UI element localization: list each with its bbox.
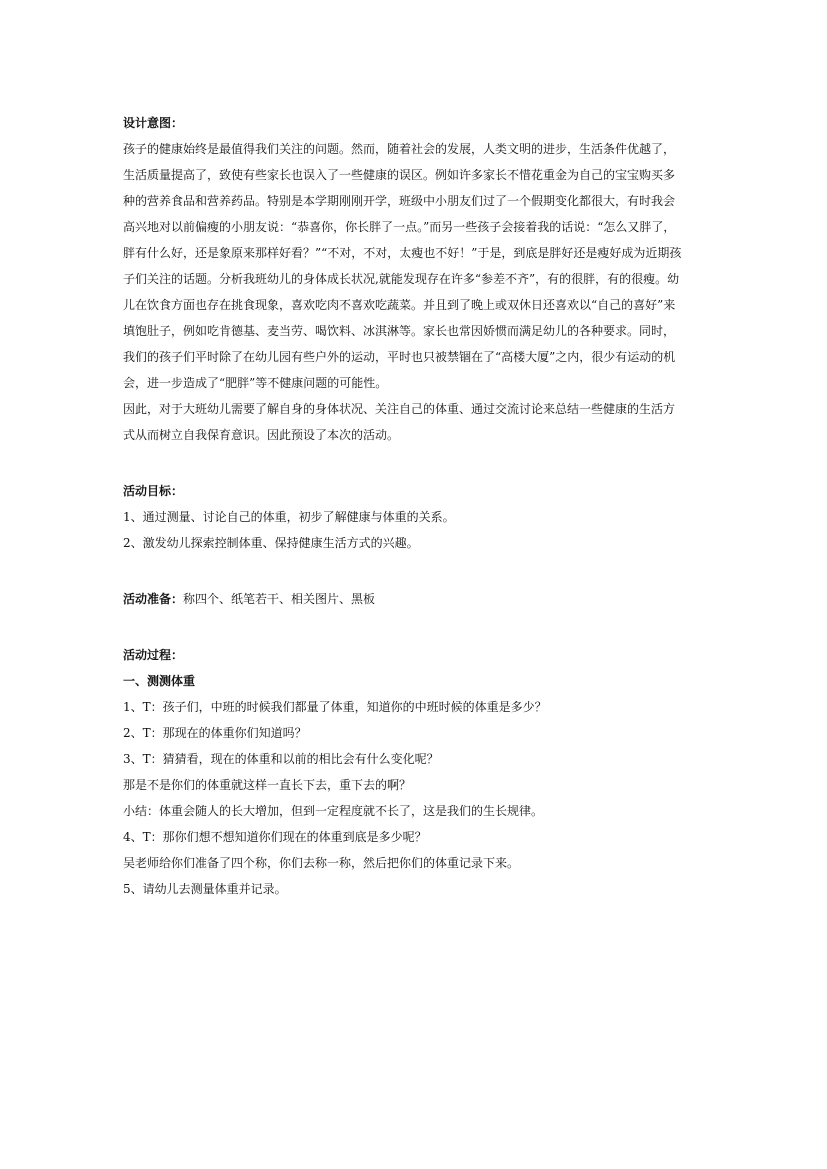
process-section-title: 一、测测体重 bbox=[123, 674, 196, 688]
paragraph-line: 种的营养食品和营养药品。特别是本学期刚刚开学，班级中小朋友们过了一个假期变化都很大，有时我会 bbox=[123, 194, 676, 208]
spacer bbox=[123, 448, 717, 478]
process-line: 5、请幼儿去测量体重并记录。 bbox=[123, 882, 287, 896]
paragraph-line: 孩子的健康始终是最值得我们关注的问题。然而，随着社会的发展，人类文明的进步，生活条件优越了， bbox=[123, 142, 676, 156]
preparation-text: 称四个、纸笔若干、相关图片、黑板 bbox=[183, 592, 376, 606]
design-intent-heading: 设计意图： bbox=[123, 116, 184, 130]
paragraph-line: 填饱肚子，例如吃肯德基、麦当劳、喝饮料、冰淇淋等。家长也常因娇惯而满足幼儿的各种要求。同时， bbox=[123, 324, 676, 338]
goal-item: 1、通过测量、讨论自己的体重，初步了解健康与体重的关系。 bbox=[123, 510, 455, 524]
goal-item: 2、激发幼儿探索控制体重、保持健康生活方式的兴趣。 bbox=[123, 536, 419, 550]
process-heading: 活动过程： bbox=[123, 648, 184, 662]
preparation-heading: 活动准备： bbox=[123, 592, 184, 606]
paragraph-line: 我们的孩子们平时除了在幼儿园有些户外的运动，平时也只被禁锢在了“高楼大厦”之内，很少有运动的机 bbox=[123, 350, 676, 364]
process-line: 1、T：孩子们，中班的时候我们都量了体重，知道你的中班时候的体重是多少？ bbox=[123, 700, 547, 714]
process-line: 4、T：那你们想不想知道你们现在的体重到底是多少呢？ bbox=[123, 830, 427, 844]
process-line: 2、T：那现在的体重你们知道吗？ bbox=[123, 726, 307, 740]
preparation-line bbox=[123, 586, 717, 612]
process-line: 吴老师给你们准备了四个称，你们去称一称，然后把你们的体重记录下来。 bbox=[123, 856, 520, 870]
paragraph-line: 儿在饮食方面也存在挑食现象，喜欢吃肉不喜欢吃蔬菜。并且到了晚上或双休日还喜欢以“自己的喜好”来 bbox=[123, 298, 676, 312]
spacer bbox=[123, 556, 717, 586]
process-line: 小结：体重会随人的长大增加，但到一定程度就不长了，这是我们的生长规律。 bbox=[123, 804, 544, 818]
paragraph-line: 生活质量提高了，致使有些家长也误入了一些健康的误区。例如许多家长不惜花重金为自己的宝宝购买多 bbox=[123, 168, 676, 182]
paragraph-line: 子们关注的话题。分析我班幼儿的身体成长状况,就能发现存在许多“参差不齐”，有的很胖，有的很瘦。幼 bbox=[123, 272, 680, 286]
paragraph-line: 因此，对于大班幼儿需要了解自身的身体状况、关注自己的体重、通过交流讨论来总结一些健康的生活方 bbox=[123, 402, 676, 416]
spacer bbox=[123, 612, 717, 642]
design-intent-paragraph-2 bbox=[123, 396, 717, 448]
goals-heading: 活动目标： bbox=[123, 484, 184, 498]
design-intent-paragraph-1 bbox=[123, 136, 717, 396]
paragraph-line: 胖有什么好，还是象原来那样好看？”“不对，不对，太瘦也不好！”于是，到底是胖好还是瘦好成为近期孩 bbox=[123, 246, 682, 260]
paragraph-line: 高兴地对以前偏瘦的小朋友说：“恭喜你，你长胖了一点。”而另一些孩子会接着我的话说：“怎么又胖了， bbox=[123, 220, 676, 234]
process-line: 那是不是你们的体重就这样一直长下去，重下去的啊？ bbox=[123, 778, 412, 792]
paragraph-line: 会，进一步造成了“肥胖”等不健康问题的可能性。 bbox=[123, 376, 388, 390]
paragraph-line: 式从而树立自我保育意识。因此预设了本次的活动。 bbox=[123, 428, 400, 442]
process-line: 3、T：猜猜看，现在的体重和以前的相比会有什么变化呢？ bbox=[123, 752, 439, 766]
